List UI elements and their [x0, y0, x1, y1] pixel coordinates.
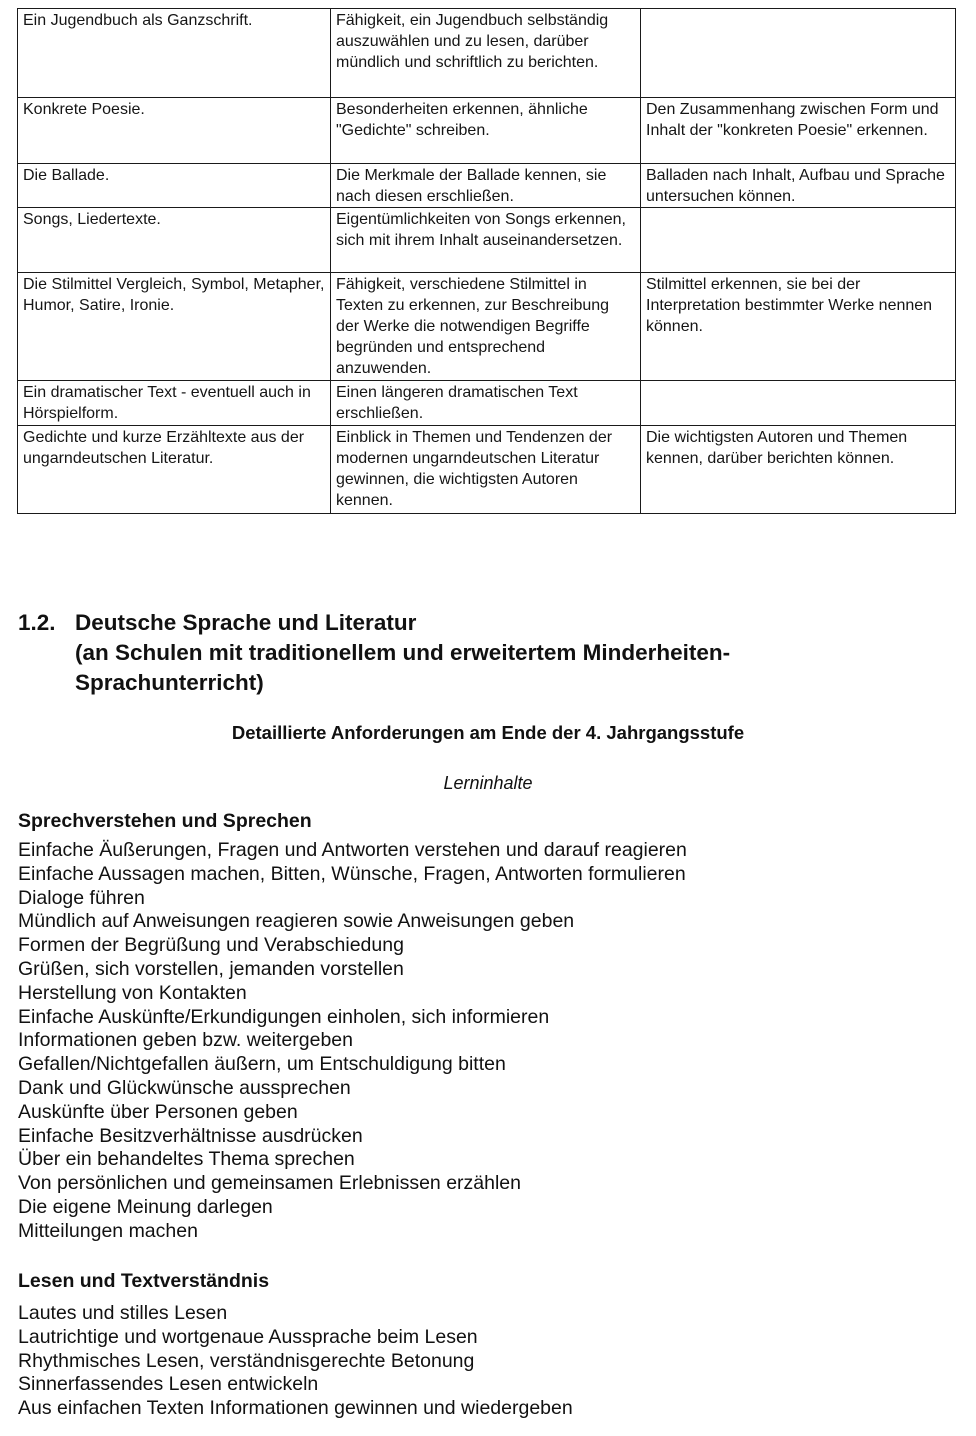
table-cell-advanced	[641, 9, 956, 98]
section-title	[75, 608, 955, 698]
table-cell-topic: Die Stilmittel Vergleich, Symbol, Metapher, Humor, Satire, Ironie.	[18, 273, 331, 381]
list-item: Grüßen, sich vorstellen, jemanden vorstellen	[18, 957, 404, 980]
table-cell-advanced	[641, 208, 956, 273]
list-item: Einfache Äußerungen, Fragen und Antworten verstehen und darauf reagieren	[18, 839, 687, 861]
table-cell-requirement: Die Merkmale der Ballade kennen, sie nach diesen erschließen.	[331, 164, 641, 208]
list-item: Aus einfachen Texten Informationen gewinnen und wiedergeben	[18, 1397, 573, 1420]
list-item: Dank und Glückwünsche aussprechen	[18, 1076, 351, 1099]
table-cell-advanced: Den Zusammenhang zwischen Form und Inhalt der "konkreten Poesie" erkennen.	[641, 98, 956, 164]
list-item: Einfache Besitzverhältnisse ausdrücken	[18, 1124, 363, 1147]
table-cell-advanced: Balladen nach Inhalt, Aufbau und Sprache untersuchen können.	[641, 164, 956, 208]
group-heading: Lesen und Textverständnis	[18, 1270, 270, 1292]
table-row	[18, 381, 956, 426]
table-cell-topic: Die Ballade.	[18, 164, 331, 208]
table-row	[18, 273, 956, 381]
table-cell-requirement: Besonderheiten erkennen, ähnliche "Gedichte" schreiben.	[331, 98, 641, 164]
list-item: Einfache Aussagen machen, Bitten, Wünsche, Fragen, Antworten formulieren	[18, 862, 686, 885]
item-list	[18, 1302, 958, 1421]
list-item: Mündlich auf Anweisungen reagieren sowie Anweisungen geben	[18, 910, 575, 933]
list-item: Lautrichtige und wortgenaue Aussprache beim Lesen	[18, 1325, 478, 1348]
list-item: Von persönlichen und gemeinsamen Erlebnissen erzählen	[18, 1172, 521, 1195]
list-item: Mitteilungen machen	[18, 1219, 198, 1242]
requirements-table	[17, 8, 956, 514]
table-cell-topic: Konkrete Poesie.	[18, 98, 331, 164]
item-list	[18, 839, 958, 1244]
page-subtitle: Detaillierte Anforderungen am Ende der 4. Jahrgangsstufe	[231, 722, 745, 743]
list-item: Informationen geben bzw. weitergeben	[18, 1029, 353, 1052]
table-row	[18, 208, 956, 273]
list-item: Lautes und stilles Lesen	[18, 1302, 228, 1324]
table-cell-topic: Songs, Liedertexte.	[18, 208, 331, 273]
list-item: Auskünfte über Personen geben	[18, 1100, 298, 1123]
table-cell-advanced	[641, 381, 956, 426]
list-item: Dialoge führen	[18, 886, 145, 909]
list-item: Über ein behandeltes Thema sprechen	[18, 1148, 355, 1171]
table-cell-requirement: Eigentümlichkeiten von Songs erkennen, sich mit ihrem Inhalt auseinandersetzen.	[331, 208, 641, 273]
table-cell-requirement: Fähigkeit, ein Jugendbuch selbständig auszuwählen und zu lesen, darüber mündlich und schriftlich zu berichten.	[331, 9, 641, 98]
list-item: Gefallen/Nichtgefallen äußern, um Entschuldigung bitten	[18, 1053, 506, 1076]
table-cell-advanced: Stilmittel erkennen, sie bei der Interpretation bestimmter Werke nennen können.	[641, 273, 956, 381]
section-title-line: (an Schulen mit traditionellem und erweitertem Minderheiten-	[75, 640, 731, 665]
table-row	[18, 164, 956, 208]
section-title-line: Deutsche Sprache und Literatur	[75, 610, 417, 635]
section-title-line: Sprachunterricht)	[75, 670, 264, 695]
table-cell-topic: Ein dramatischer Text - eventuell auch in Hörspielform.	[18, 381, 331, 426]
group-heading: Sprechverstehen und Sprechen	[18, 810, 312, 832]
list-item: Formen der Begrüßung und Verabschiedung	[18, 934, 404, 957]
table-row	[18, 426, 956, 514]
list-item: Rhythmisches Lesen, verständnisgerechte Betonung	[18, 1349, 475, 1372]
table-cell-advanced: Die wichtigsten Autoren und Themen kennen, darüber berichten können.	[641, 426, 956, 514]
table-cell-requirement: Einblick in Themen und Tendenzen der modernen ungarndeutschen Literatur gewinnen, die wichtigsten Autoren kennen.	[331, 426, 641, 514]
table-cell-topic: Gedichte und kurze Erzähltexte aus der ungarndeutschen Literatur.	[18, 426, 331, 514]
table-row	[18, 98, 956, 164]
list-item: Sinnerfassendes Lesen entwickeln	[18, 1373, 319, 1396]
table-cell-topic: Ein Jugendbuch als Ganzschrift.	[18, 9, 331, 98]
list-item: Herstellung von Kontakten	[18, 981, 247, 1004]
table-row	[18, 9, 956, 98]
list-item: Die eigene Meinung darlegen	[18, 1195, 273, 1218]
section-number: 1.2.	[18, 610, 56, 635]
table-cell-requirement: Fähigkeit, verschiedene Stilmittel in Texten zu erkennen, zur Beschreibung der Werke die notwendigen Begriffe begründen und entsprechend anzuwenden.	[331, 273, 641, 381]
table-cell-requirement: Einen längeren dramatischen Text erschließen.	[331, 381, 641, 426]
list-item: Einfache Auskünfte/Erkundigungen einholen, sich informieren	[18, 1005, 550, 1028]
content-label: Lerninhalte	[443, 773, 533, 793]
